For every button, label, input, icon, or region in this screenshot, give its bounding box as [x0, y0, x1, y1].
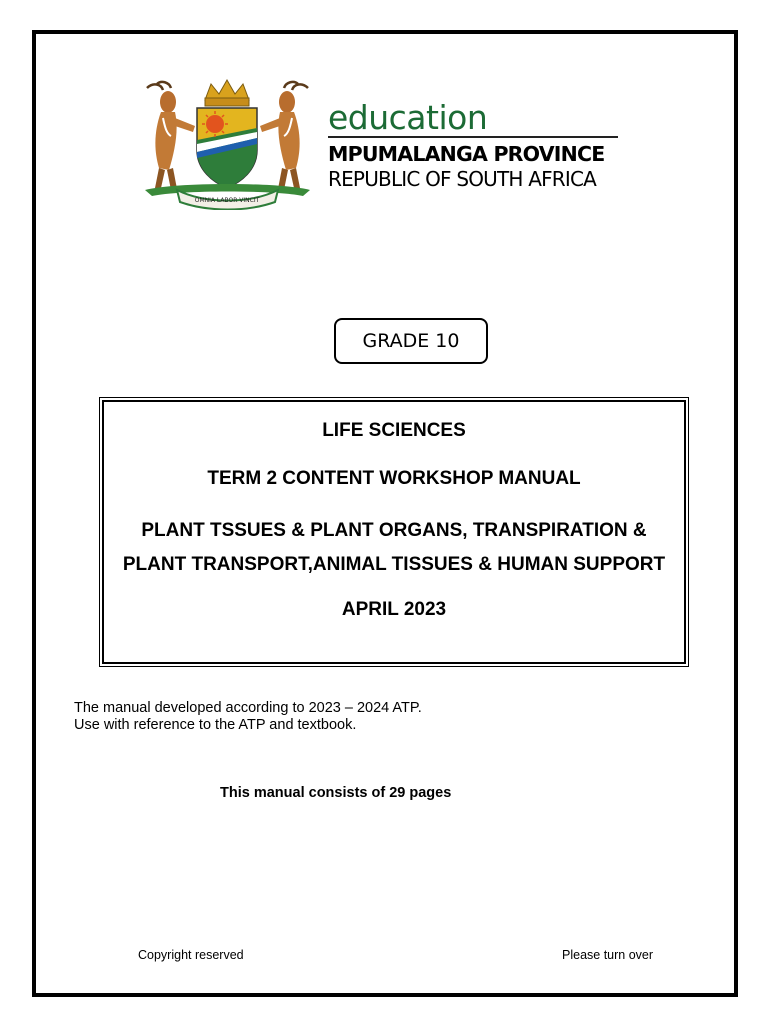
subject-title: LIFE SCIENCES: [322, 420, 466, 441]
organization-header: [328, 98, 628, 191]
grade-label: GRADE 10: [334, 318, 488, 364]
copyright-footer: Copyright reserved: [138, 948, 244, 962]
atp-note-line-2: Use with reference to the ATP and textbook.: [74, 717, 357, 733]
title-box: [99, 397, 689, 667]
country-name: REPUBLIC OF SOUTH AFRICA: [328, 167, 597, 191]
manual-date: APRIL 2023: [341, 599, 447, 620]
coat-of-arms-logo: [135, 78, 320, 210]
topics-title: PLANT TSSUES & PLANT ORGANS, TRANSPIRATION & PLANT TRANSPORT,ANIMAL TISSUES & HUMAN SUPPORT: [122, 520, 666, 575]
title-box-inner: [102, 400, 686, 664]
crest-motto: OMNIA LABOR VINCIT: [194, 197, 260, 204]
manual-title: TERM 2 CONTENT WORKSHOP MANUAL: [207, 468, 581, 489]
atp-note-line-1: The manual developed according to 2023 – 2024 ATP.: [74, 700, 422, 716]
crown-icon: [205, 80, 249, 106]
org-name: education: [328, 98, 488, 137]
turn-over-footer: Please turn over: [562, 948, 654, 962]
province-name: MPUMALANGA PROVINCE: [328, 142, 605, 166]
shield-icon: [197, 108, 257, 188]
page-count: This manual consists of 29 pages: [220, 785, 452, 801]
left-antelope-icon: [147, 82, 195, 190]
right-antelope-icon: [260, 82, 308, 190]
atp-note: [74, 700, 422, 734]
